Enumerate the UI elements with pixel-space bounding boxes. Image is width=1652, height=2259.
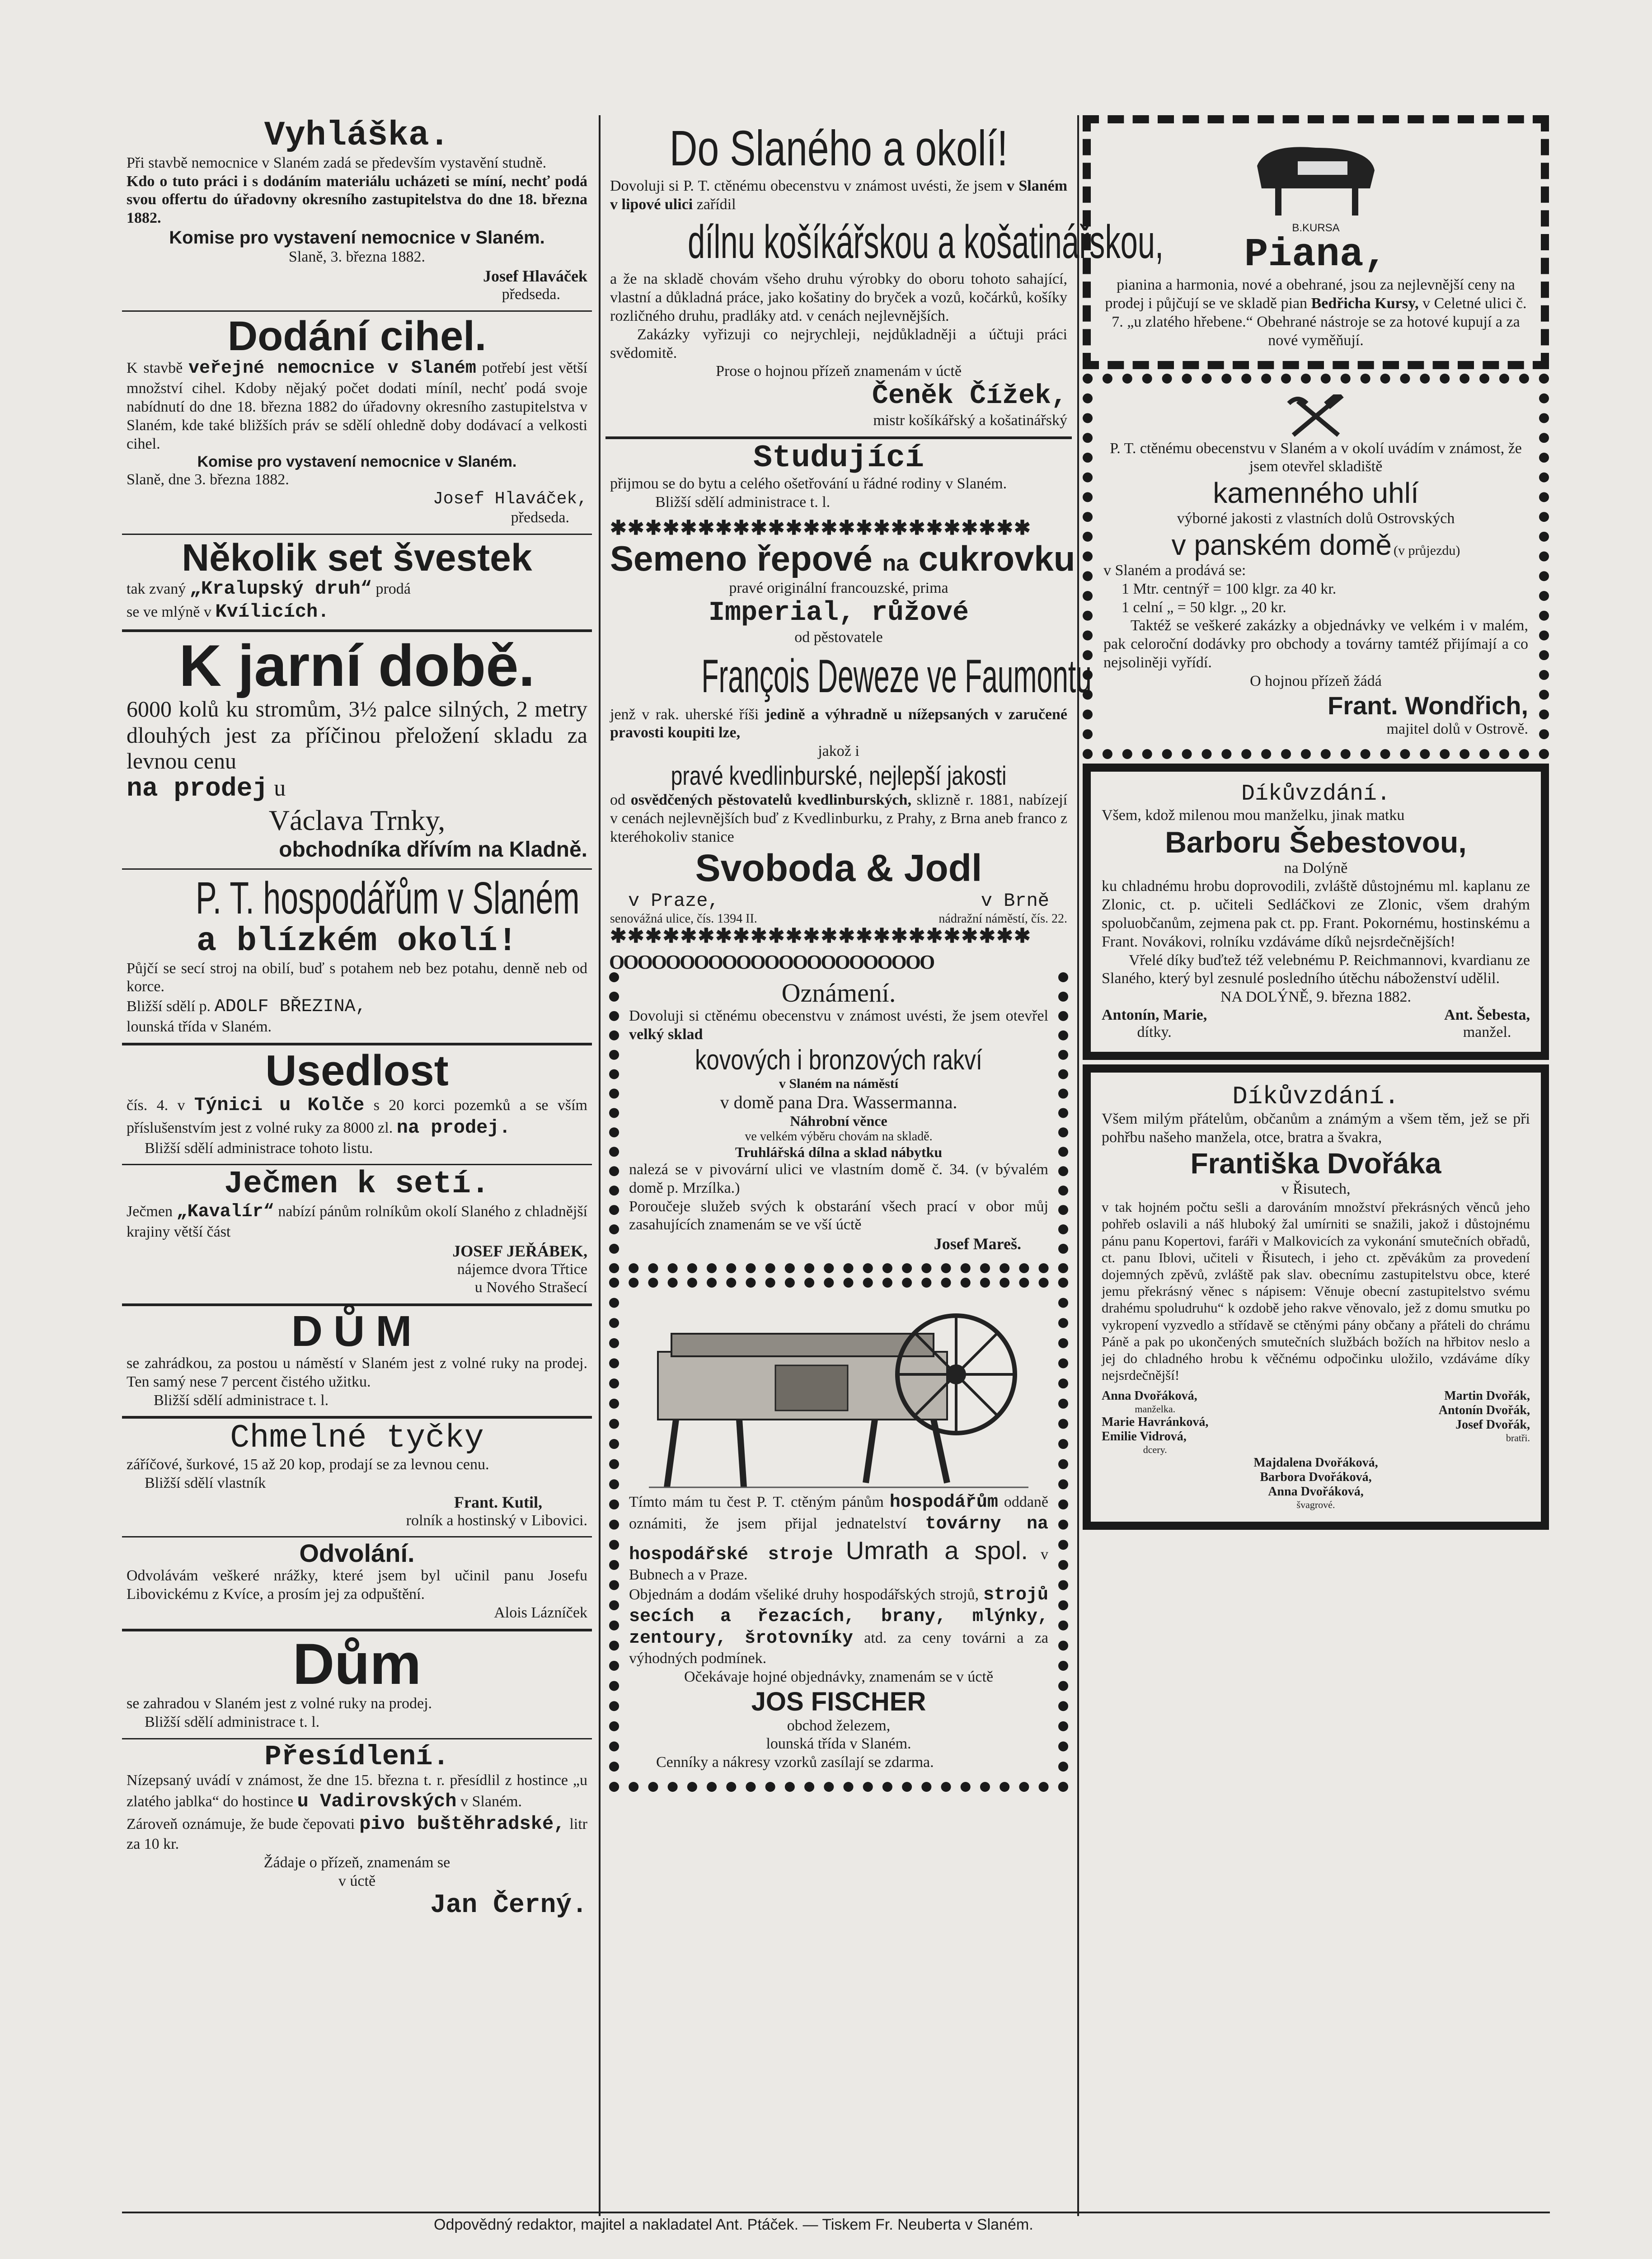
- ad-date: NA DOLÝNĚ, 9. března 1882.: [1220, 989, 1412, 1006]
- ad-fischer: [609, 1278, 1068, 1792]
- ad-text: na prodej.: [396, 1117, 511, 1139]
- ad-text: v Řisutech,: [1281, 1181, 1351, 1198]
- ad-text: Náhrobní věnce: [790, 1112, 887, 1129]
- ad-mares: [609, 952, 1068, 1273]
- ad-text: oddaně oznámiti, že jsem přijal jednatelství: [629, 1494, 1049, 1533]
- column-rule: [1077, 115, 1079, 2216]
- ad-text: Kvílicích.: [215, 600, 329, 623]
- ad-text: Cenníky a nákresy vzorků zasílají se zdarma.: [656, 1754, 934, 1771]
- ad-text: lounská třída v Slaném.: [127, 1018, 272, 1036]
- ad-text: dcery.: [1143, 1444, 1167, 1456]
- ad-title: Chmelné tyčky: [230, 1420, 484, 1457]
- ad-title: DŮM: [291, 1307, 423, 1356]
- ad-text: Kdo o tuto práci i s dodáním materiálu ucházeti se míní, nechť podá svou offertu do úřadovny okresního zastupitelstva do dne 18. března 1882.: [127, 173, 587, 227]
- ad-text: hospodářům: [889, 1492, 998, 1513]
- ad-text: mistr košíkářský a košatinářský: [873, 412, 1067, 429]
- ad-text: Bedřicha Kursy,: [1311, 295, 1419, 312]
- ad-text: v Slaném na náměstí: [779, 1076, 899, 1091]
- ad-text: pravé originální francouzské, prima: [729, 580, 948, 597]
- person-name: Františka Dvořáka: [1190, 1147, 1441, 1180]
- ad-title: Studující: [753, 440, 925, 476]
- ad-title: Dodání cihel.: [227, 313, 487, 359]
- ad-text: od pěstovatele: [794, 628, 883, 646]
- imprint-footer: Odpovědný redaktor, majitel a nakladatel Ant. Ptáček. — Tiskem Fr. Neuberta v Slaném.: [434, 2216, 1033, 2233]
- ad-text: a že na skladě chovám všeho druhu výrobky do oboru tohoto sahající, vlastní a důkladná práce, jako košatiny do bryček a vozů, kočárků, košíky rozličného druhu, pradláky atd. v cenách nejlevnějších.: [610, 271, 1067, 324]
- ad-text: sklizně r. 1881, nabízejí v cenách nejlevnějších buď z Kvedlinburku, z Prahy, z Brna aneb franco z kteréhokoliv stanice: [610, 792, 1068, 845]
- signature-name: Frant. Wondřich,: [1328, 691, 1528, 720]
- ad-title: Vyhláška.: [264, 116, 450, 155]
- ad-text: manželka.: [1135, 1403, 1176, 1415]
- ad-title: Dům: [292, 1631, 422, 1697]
- signature-name: Václava Trnky,: [268, 804, 446, 836]
- ad-headline: kovových i bronzových rakví: [695, 1044, 982, 1076]
- ad-text: u Nového Strašecí: [474, 1279, 587, 1296]
- piano-logo-text: B.KURSA: [1292, 222, 1340, 234]
- signature-name: Josef Mareš.: [934, 1235, 1021, 1253]
- ad-headline: kamenného uhlí: [1213, 477, 1419, 510]
- ad-text: Vřelé díky buďtež též velebnému P. Reichmannovi, kvardianu ze Slaného, který byl zesnulé posledního útěchu náboženství udělil.: [1102, 951, 1530, 987]
- ad-text: v tak hojném počtu sešli a darováním množství překrásných věnců jeho pohřeb oslavili a náš hluboký žal umírniti se snažili, jakož i důstojnému pánu panu Kopertovi, faráři v Malkovicích za vykonání smutečních obřadů, ct. panu Iblovi, učiteli v Řisutech, i jeho ct. zpěvákům za provedení dojemných zpěvů, zvláště pak slav. obecnímu zastupitelstvu obce, které jemu překrásný věnec s nápisem: Věnuje obecní zastupitelstvo svému drahému spoludruhu“ k ozdobě jeho rakve věnovalo, jež z domu smutku po vykropení vyzvedlo a střídavě se ctěnými pány občany a přáteli do chrámu Páně a pak po ukončených smutečních službách božích na hřbitov neslo a jej do chladného hrobu k věčnému odpočinku uložilo, vzdáváme díky nejsrdečnější!: [1102, 1199, 1530, 1383]
- ad-title: Několik set švestek: [182, 536, 532, 579]
- ad-subtitle: a blízkém okolí!: [196, 922, 518, 961]
- ad-title-part: Semeno řepové: [610, 539, 873, 579]
- ad-vyhlaska: [122, 115, 592, 312]
- column-rule: [599, 115, 601, 2216]
- ad-text: ADOLF BŘEZINA,: [214, 997, 366, 1017]
- ad-headline: Imperial, růžové: [708, 597, 969, 628]
- ad-text: v Slaném.: [460, 1793, 522, 1810]
- ad-text: předseda.: [511, 509, 569, 526]
- ad-text: od: [610, 792, 625, 809]
- ad-text: čís. 4. v: [127, 1097, 185, 1114]
- ad-odvolani: [122, 1537, 592, 1631]
- signature-name: Ant. Šebesta,: [1444, 1007, 1530, 1024]
- ad-headline: dílnu košíkářskou a košatinářskou,: [688, 216, 1164, 268]
- ad-text: Bližší sdělí administrace t. l.: [655, 494, 831, 511]
- ad-title: P. T. hospodářům v Slaném: [196, 872, 580, 923]
- ad-text: v Slaném a prodává se:: [1103, 562, 1246, 579]
- ad-text: „Kralupský druh“: [189, 578, 372, 600]
- hammer-pick-icon: [1284, 394, 1347, 440]
- ad-text: Slaně, 3. března 1882.: [288, 248, 426, 265]
- ad-title: Přesídlení.: [264, 1740, 450, 1773]
- ad-text: potřebí jest větší množství cihel. Kdoby nějaký počet dodati míníl, nechť podá svoje nabídnutí do dne 18. března 1882 do úřadovny okresního zastupitelstva v Slaném, kde také bližších práv se sdělí ohledně doby dodávací a velkosti cihel.: [127, 360, 587, 452]
- signature-name: Josef Hlaváček,: [432, 489, 587, 509]
- ad-text: s 20 korci pozemků a se vším příslušenstvím jest z volné ruky za 8000 zl.: [127, 1097, 587, 1137]
- ad-text: Očekávaje hojné objednávky, znamenám se v úctě: [684, 1668, 994, 1685]
- ad-text: manžel.: [1463, 1024, 1511, 1041]
- ad-text: Prose o hojnou přízeň znamenám v úctě: [716, 363, 962, 380]
- ad-text: senovážná ulice, čís. 1394 II.: [610, 912, 757, 926]
- ad-text: švagrové.: [1296, 1499, 1335, 1511]
- ad-text: u: [274, 775, 286, 801]
- signature-name: Alois Lázníček: [494, 1604, 587, 1621]
- signature-name: Majdalena Dvořáková,: [1253, 1456, 1378, 1470]
- ad-text: Nízepsaný uvádí v známost, že dne 15. března t. r. přesídlil z hostince „u zlatého jablka“ do hostince: [127, 1772, 587, 1810]
- ornament-row: ✱✱✱✱✱✱✱✱✱✱✱✱✱✱✱✱✱✱✱✱✱✱✱✱: [610, 518, 1032, 539]
- ad-text: Bližší sdělí administrace t. l.: [145, 1713, 320, 1730]
- ad-text: se zahradou v Slaném jest z volné ruky na prodej.: [127, 1695, 432, 1712]
- signature-name: Martin Dvořák,: [1444, 1389, 1530, 1403]
- ad-text: v Bubnech a v Praze.: [629, 1546, 1049, 1584]
- piano-logo: [1248, 134, 1384, 225]
- ad-title: Odvolání.: [299, 1539, 415, 1568]
- ornament-row: ✱✱✱✱✱✱✱✱✱✱✱✱✱✱✱✱✱✱✱✱✱✱✱✱: [610, 926, 1032, 947]
- ad-text: nalezá se v pivovární ulici ve vlastním domě č. 34. (v bývalém domě p. Mrzílka.): [629, 1161, 1048, 1196]
- ad-text: Bližší sdělí p.: [127, 998, 211, 1015]
- ad-dikuvzdani-dvorak: [1083, 1064, 1549, 1530]
- ad-text: K stavbě: [127, 360, 183, 377]
- ad-text: v Praze,: [628, 890, 719, 912]
- ad-text: nabízí pánům rolníkům okolí Slaného z chladnější krajiny větší část: [127, 1203, 587, 1240]
- ad-title: Do Slaného a okolí!: [669, 121, 1008, 176]
- ornament-frame: [609, 972, 1068, 1273]
- price-row: 1 celní „ = 50 klgr. „ 20 kr.: [1122, 599, 1286, 616]
- ad-svestky: [122, 535, 592, 632]
- ad-text: záříčové, šurkové, 15 až 20 kop, prodají se za levnou cenu.: [127, 1456, 489, 1473]
- ad-text: Dovoluji si ctěnému obecenstvu v známost uvésti, že jsem otevřel: [629, 1008, 1048, 1025]
- ad-text: Tímto mám tu čest P. T. ctěným pánům: [629, 1494, 884, 1511]
- signature-name: Frant. Kutil,: [454, 1493, 542, 1511]
- ad-text: přijmou se do bytu a celého ošetřování u řádné rodiny v Slaném.: [610, 475, 1007, 492]
- ad-text: Všem milým přátelům, občanům a známým a všem těm, jež se při pohřbu našeho manžela, otce, bratra a švakra,: [1102, 1110, 1530, 1146]
- ad-headline: v panském domě: [1171, 528, 1392, 561]
- ad-text: Žádaje o přízeň, znamenám se: [263, 1854, 451, 1871]
- ornament-row: OOOOOOOOOOOOOOOOOOOOOOO: [609, 952, 934, 973]
- ad-text: atd. za ceny továrni a za výhodných podmínek.: [629, 1629, 1049, 1667]
- price-row: 1 Mtr. centnýř = 100 klgr. za 40 kr.: [1122, 580, 1337, 597]
- signature-name: Emilie Vidrová,: [1102, 1429, 1187, 1444]
- ornament-frame: [609, 1278, 1068, 1792]
- ad-text: Komise pro vystavení nemocnice v Slaném.: [169, 227, 545, 248]
- ad-text: 6000 kolů ku stromům, 3½ palce silných, 2 metry dlouhých jest za příčinou přeložení skladu za levnou cenu: [127, 696, 587, 774]
- ad-text: ve velkém výběru chovám na skladě.: [745, 1129, 933, 1144]
- signature-name: Jan Černý.: [430, 1890, 587, 1920]
- ad-text: Bližší sdělí administrace tohoto listu.: [145, 1139, 373, 1157]
- ad-text: Dovoluji si P. T. ctěnému obecenstvu v známost uvésti, že jsem: [610, 178, 1003, 194]
- ad-title: Díkůvzdání.: [1241, 781, 1391, 807]
- ad-text: obchod železem,: [787, 1717, 891, 1734]
- ad-usedlost: [122, 1045, 592, 1165]
- signature-name: JOS FISCHER: [751, 1687, 926, 1716]
- ad-text: Umrath a spol.: [845, 1536, 1028, 1565]
- ad-text: litr za 10 kr.: [127, 1815, 587, 1853]
- ad-text: lounská třída v Slaném.: [766, 1735, 911, 1753]
- ad-text: Při stavbě nemocnice v Slaném zadá se především vystavění studně.: [127, 154, 547, 171]
- ad-text: pivo buštěhradské,: [359, 1813, 565, 1835]
- ad-text: O hojnou přízeň žádá: [1250, 672, 1382, 689]
- ad-title: Usedlost: [265, 1046, 449, 1095]
- ad-dodani-cihel: [122, 312, 592, 535]
- signature-name: Anna Dvořáková,: [1102, 1389, 1197, 1403]
- ad-text: v domě pana Dra. Wassermanna.: [720, 1092, 957, 1112]
- ad-text: Taktéž se veškeré zakázky a objednávky ve velkém i v malém, pak celoroční dodávky pro obchody a továrny tamtéž přijímají a co nejsoliněji vyřídí.: [1103, 617, 1528, 671]
- ad-text: velký sklad: [629, 1026, 703, 1043]
- ad-text: Bližší sdělí vlastník: [145, 1474, 266, 1491]
- ad-text: jenž v rak. uherské říši: [610, 706, 759, 723]
- ad-text: se ve mlýně v: [127, 603, 211, 620]
- ad-text: výborné jakosti z vlastních dolů Ostrovských: [1177, 510, 1455, 527]
- person-name: Barboru Šebestovou,: [1165, 825, 1467, 859]
- ad-text: se zahrádkou, za postou u náměstí v Slaném jest z volné ruky na prodej. Ten samý nese 7 percent čistého užitku.: [127, 1355, 587, 1390]
- signature-name: Antonín, Marie,: [1102, 1007, 1207, 1024]
- ad-text: Půjčí se secí stroj na obilí, buď s potahem neb bez potahu, denně neb od korce.: [127, 960, 587, 995]
- ad-text: obchodníka dřívím na Kladně.: [279, 837, 587, 862]
- ad-text: tak zvaný: [127, 581, 186, 598]
- ad-text: zařídil: [696, 196, 736, 213]
- ad-text: strojů secích a řezacích, brany, mlýnky, zentoury, šrotovníky: [629, 1584, 1049, 1649]
- ad-cizek: [605, 115, 1164, 439]
- company-name: Svoboda & Jodl: [695, 847, 982, 890]
- signature-name: Marie Havránková,: [1102, 1415, 1209, 1429]
- ad-uhli: [1083, 374, 1549, 759]
- ad-text: Ječmen: [127, 1203, 173, 1220]
- ad-title: Díkůvzdání.: [1232, 1082, 1399, 1111]
- ad-presidleni: [122, 1739, 592, 1926]
- ad-text: na prodej: [127, 774, 268, 804]
- ad-text: jakož i: [818, 743, 859, 760]
- ad-dikuvzdani-sebestova: [1083, 764, 1549, 1060]
- ad-text: nájemce dvora Třtice: [457, 1261, 587, 1278]
- signature-name: Josef Hlaváček: [483, 267, 587, 285]
- ad-text: Slaně, dne 3. března 1882.: [127, 471, 289, 488]
- ad-text: Zároveň oznámuje, že bude čepovati: [127, 1815, 355, 1833]
- ad-title: Piana,: [1244, 233, 1388, 277]
- signature-name: Antonín Dvořák,: [1438, 1403, 1530, 1418]
- ad-text: veřejné nemocnice v Slaném: [188, 358, 476, 379]
- ad-semeno: [605, 518, 1092, 952]
- signature-name: Čeněk Čížek,: [872, 381, 1067, 412]
- signature-name: Anna Dvořáková,: [1268, 1485, 1364, 1499]
- signature-name: Barbora Dvořáková,: [1260, 1470, 1372, 1485]
- column-right: [1083, 115, 1549, 1530]
- ad-brezina: [122, 870, 592, 1045]
- ad-text: ku chladnému hrobu doprovodili, zvláště důstojnému ml. kaplanu ze Zlonic, ct. p. učiteli Sedláčkovi ze Zlonic, všem drahým spoluobčanům, zejmena pak ct. pp. Frant. Pokornému, hostinskému a Frant. Novákovi, rolníku vzdáváme díků nejsrdečnějších!: [1102, 878, 1530, 950]
- ad-text: Poroučeje služeb svých k obstarání všech prací v obor můj zasahujících znamenám se ve vší úctě: [629, 1198, 1048, 1233]
- ad-text: Zakázky vyřizuji co nejrychleji, nejdůkladněji a účtuji práci svědomitě.: [610, 326, 1067, 361]
- ad-chmelne-tycky: [122, 1419, 592, 1537]
- ad-text: bratři.: [1506, 1432, 1530, 1444]
- ad-text: majitel dolů v Ostrově.: [1386, 720, 1528, 737]
- ad-text: Odvolávám veškeré nrážky, které jsem byl učinil panu Josefu Libovickému z Kvíce, a prosím jej za odpuštění.: [127, 1567, 587, 1603]
- ad-text: v úctě: [338, 1872, 376, 1889]
- ad-title-part: cukrovku: [918, 539, 1075, 579]
- ad-title: Ječmen k setí.: [224, 1167, 490, 1203]
- ad-text: v Slaném v lipové ulici: [610, 178, 1068, 213]
- ad-dum-zahrada: [122, 1631, 592, 1739]
- ad-dum: [122, 1306, 592, 1419]
- ad-text: v Brně: [981, 890, 1049, 912]
- ad-text: Týnici u Kolče: [194, 1094, 365, 1116]
- ad-k-jarni-dobe: [122, 632, 592, 870]
- ad-headline: François Deweze ve Faumontu: [701, 650, 1092, 703]
- ad-text: pianina a harmonia, nové a obehrané, jsou za nejlevnější ceny na prodej i půjčují se ve skladě pian: [1105, 277, 1515, 312]
- ad-text: továrny na hospodářské stroje: [629, 1514, 1048, 1565]
- ad-text: Truhlářská dílna a sklad nábytku: [735, 1144, 943, 1160]
- ad-text: (v průjezdu): [1393, 543, 1460, 558]
- ad-text: Komise pro vystavení nemocnice v Slaném.: [197, 453, 517, 471]
- column-left: [122, 115, 592, 1926]
- ad-jecmen: [122, 1165, 592, 1306]
- ad-text: dítky.: [1137, 1024, 1172, 1041]
- ad-text: v Celetné ulici č. 7. „u zlatého hřebene.“ Obehrané nástroje se za hotové kupují a za nové vyměňují.: [1112, 295, 1527, 349]
- ad-headline: pravé kvedlinburské, nejlepší jakosti: [671, 761, 1007, 791]
- ad-title-part: na: [882, 550, 909, 576]
- ad-text: předseda.: [502, 286, 560, 303]
- ad-text: prodá: [375, 581, 411, 598]
- ad-text: „Kavalír“: [176, 1201, 274, 1222]
- ad-text: Všem, kdož milenou mou manželku, jinak matku: [1102, 806, 1405, 824]
- ad-text: nádražní náměstí, čís. 22.: [939, 912, 1067, 926]
- ad-piana: [1083, 115, 1549, 369]
- ad-text: na Dolýně: [1284, 859, 1348, 876]
- footer-rule: [122, 2212, 1550, 2213]
- signature-name: JOSEF JEŘÁBEK,: [452, 1242, 587, 1260]
- ad-text: Objednám a dodám všeliké druhy hospodářských strojů,: [629, 1586, 979, 1603]
- ad-text: Bližší sdělí administrace t. l.: [154, 1392, 329, 1409]
- ad-text: u Vadirovských: [297, 1790, 457, 1812]
- ad-title: [610, 538, 1075, 579]
- ad-text: osvědčených pěstovatelů kvedlinburských,: [630, 792, 911, 809]
- threshing-machine-illustration: [640, 1298, 1037, 1492]
- ad-text: jedině a výhradně u nížepsaných v zaručené pravosti koupiti lze,: [610, 706, 1067, 741]
- signature-name: Josef Dvořák,: [1455, 1418, 1530, 1432]
- ad-text: rolník a hostinský v Libovici.: [406, 1512, 587, 1529]
- ad-text: P. T. ctěnému obecenstvu v Slaném a v okolí uvádím v známost, že jsem otevřel skladiště: [1110, 440, 1522, 475]
- ad-studujici: [605, 439, 1072, 518]
- ad-title: K jarní době.: [179, 632, 535, 698]
- ad-title: Oznámení.: [781, 978, 896, 1008]
